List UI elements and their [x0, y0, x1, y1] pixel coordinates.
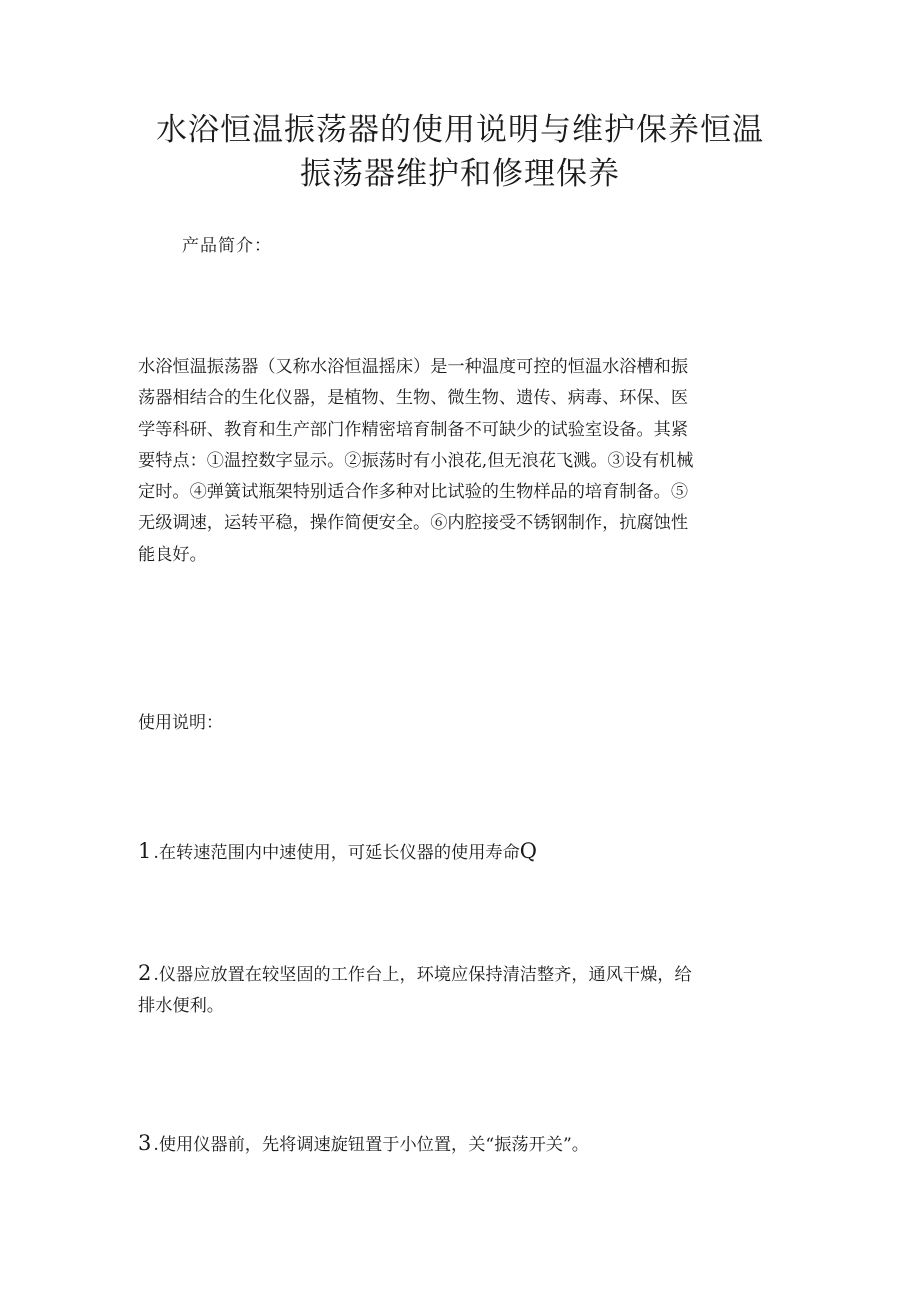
usage-item-3 — [138, 1128, 793, 1161]
usage-item-2 — [138, 958, 793, 1023]
intro-line: 定时。④弹簧试瓶架特别适合作多种对比试验的生物样品的培育制备。⑤ — [138, 482, 689, 503]
intro-line: 要特点：①温控数字显示。②振荡时有小浪花,但无浪花飞溅。③设有机械 — [138, 450, 694, 471]
usage-item-line: 排水便利。 — [138, 996, 224, 1017]
usage-item-line — [138, 1128, 793, 1161]
intro-line: 学等科研、教育和生产部门作精密培育制备不可缺少的试验室设备。其紧 — [138, 419, 689, 440]
item-text: .使用仪器前，先将调速旋钮置于小位置，关“振荡开关”。 — [153, 1135, 589, 1155]
intro-line: 能良好。 — [138, 544, 207, 565]
usage-item-1 — [138, 836, 793, 869]
title-line-1: 水浴恒温振荡器的使用说明与维护保养恒温 — [156, 112, 764, 148]
usage-item-line — [138, 836, 793, 869]
intro-line: 荡器相结合的生化仪器，是植物、生物、微生物、遗传、病毒、环保、医 — [138, 388, 689, 409]
intro-paragraph — [138, 352, 793, 571]
title-line-2: 振荡器维护和修理保养 — [300, 156, 620, 192]
usage-label: 使用说明： — [138, 713, 223, 733]
intro-label: 产品简介： — [182, 236, 272, 256]
item-text: .在转速范围内中速使用，可延长仪器的使用寿命 — [153, 843, 520, 863]
item-number: 3 — [138, 1131, 152, 1155]
usage-item-line — [138, 958, 793, 991]
item-text: .仪器应放置在较坚固的工作台上，环境应保持清洁整齐，通风干燥，给 — [153, 965, 692, 985]
item-number: 1 — [138, 839, 152, 863]
intro-line: 水浴恒温振荡器（又称水浴恒温摇床）是一种温度可控的恒温水浴槽和振 — [138, 357, 689, 377]
item-tail: Q — [519, 839, 537, 863]
item-number: 2 — [138, 961, 152, 985]
intro-line: 无级调速，运转平稳，操作简便安全。⑥内腔接受不锈钢制作，抗腐蚀性 — [138, 513, 689, 534]
document-title — [100, 108, 820, 196]
